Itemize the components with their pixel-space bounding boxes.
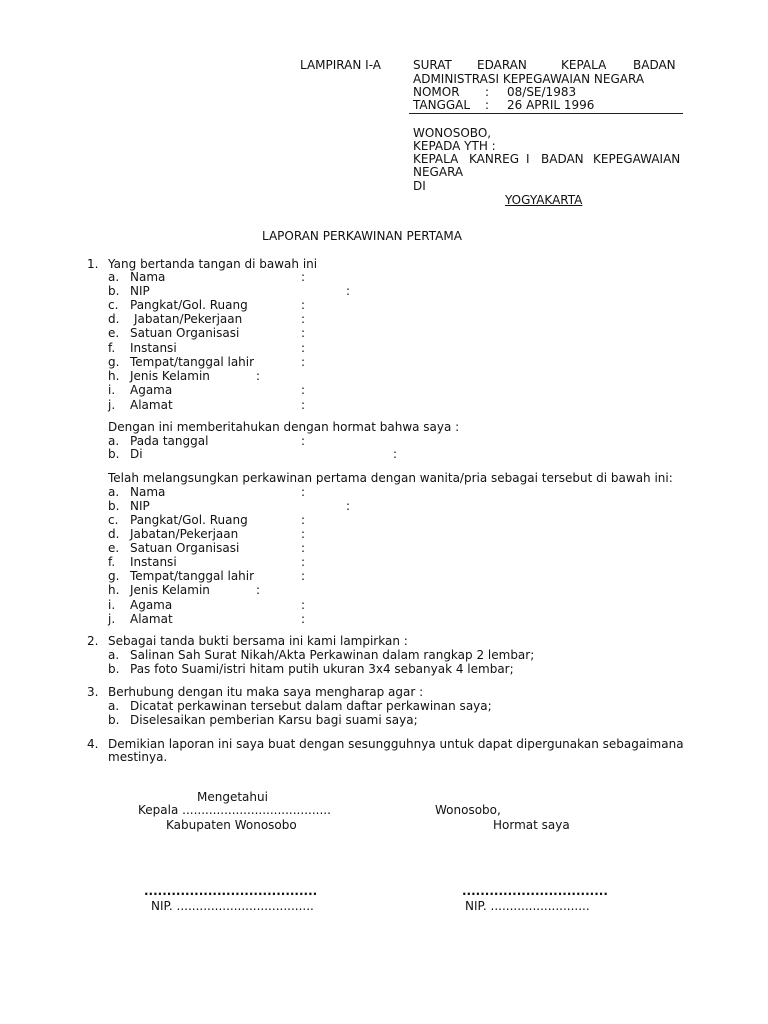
section-text: Demikian laporan ini saya buat dengan sesungguhnya untuk dapat dipergunakan sebagaimana	[108, 737, 684, 751]
addressee-word: KEPALA	[413, 152, 459, 166]
field-colon: :	[301, 598, 306, 612]
field-letter: c.	[108, 298, 119, 312]
field-label: Di	[130, 447, 143, 461]
left-signature-line: ......................................	[144, 884, 318, 898]
addressee-di: DI	[413, 179, 426, 193]
field-letter: f.	[108, 341, 116, 355]
head-line: Kepala .......................................	[138, 803, 331, 817]
regards-label: Hormat saya	[493, 818, 570, 832]
field-letter: b.	[108, 499, 120, 513]
field-label: Instansi	[130, 555, 177, 569]
field-colon: :	[301, 485, 306, 499]
field-letter: b.	[108, 447, 120, 461]
item-letter: b.	[108, 713, 120, 727]
field-letter: a.	[108, 485, 120, 499]
field-label: Pangkat/Gol. Ruang	[130, 513, 248, 527]
item-text: Salinan Sah Surat Nikah/Akta Perkawinan dalam rangkap 2 lembar;	[130, 648, 535, 662]
section-text: Berhubung dengan itu maka saya mengharap agar :	[108, 685, 424, 699]
circular-title-line2: ADMINISTRASI KEPEGAWAIAN NEGARA	[413, 72, 645, 86]
item-letter: a.	[108, 699, 120, 713]
circular-title-word: KEPALA	[561, 58, 607, 72]
field-colon: :	[346, 499, 351, 513]
field-colon: :	[301, 270, 306, 284]
field-letter: j.	[108, 612, 116, 626]
regency-label: Kabupaten Wonosobo	[166, 818, 297, 832]
field-letter: d.	[108, 312, 120, 326]
married-text: Telah melangsungkan perkawinan pertama dengan wanita/pria sebagai tersebut di bawah ini:	[108, 471, 673, 485]
field-label: Agama	[130, 383, 173, 397]
circular-title-word: BADAN	[633, 58, 676, 72]
field-colon: :	[301, 434, 306, 448]
field-colon: :	[301, 355, 306, 369]
section-number: 1.	[87, 257, 99, 271]
field-letter: j.	[108, 398, 116, 412]
field-letter: i.	[108, 383, 116, 397]
item-letter: a.	[108, 648, 120, 662]
date-colon: :	[485, 98, 490, 112]
field-label: Satuan Organisasi	[130, 541, 240, 555]
field-letter: e.	[108, 326, 120, 340]
field-label: Jenis Kelamin	[130, 369, 210, 383]
field-colon: :	[301, 326, 306, 340]
field-letter: h.	[108, 369, 120, 383]
number-colon: :	[485, 85, 490, 99]
item-text: Diselesaikan pemberian Karsu bagi suami saya;	[130, 713, 418, 727]
item-letter: b.	[108, 662, 120, 676]
signature-city: Wonosobo,	[435, 803, 501, 817]
header-divider	[409, 113, 683, 114]
field-label: Pangkat/Gol. Ruang	[130, 298, 248, 312]
field-colon: :	[301, 541, 306, 555]
field-letter: d.	[108, 527, 120, 541]
field-label: Jabatan/Pekerjaan	[130, 527, 239, 541]
field-colon: :	[301, 513, 306, 527]
field-colon: :	[301, 398, 306, 412]
field-colon: :	[393, 447, 398, 461]
field-label: Alamat	[130, 398, 173, 412]
field-label: Agama	[130, 598, 173, 612]
field-label: Tempat/tanggal lahir	[130, 355, 255, 369]
field-colon: :	[346, 284, 351, 298]
field-colon: :	[256, 583, 261, 597]
field-label: NIP	[130, 499, 150, 513]
addressee-word: I	[526, 152, 530, 166]
field-label: Instansi	[130, 341, 177, 355]
field-letter: g.	[108, 569, 120, 583]
field-colon: :	[301, 298, 306, 312]
field-label: Jenis Kelamin	[130, 583, 210, 597]
field-label: Jabatan/Pekerjaan	[134, 312, 243, 326]
date-value: 26 APRIL 1996	[507, 98, 595, 112]
field-letter: h.	[108, 583, 120, 597]
section-text: Sebagai tanda bukti bersama ini kami lampirkan :	[108, 634, 408, 648]
field-letter: c.	[108, 513, 119, 527]
document-title: LAPORAN PERKAWINAN PERTAMA	[262, 229, 462, 243]
field-letter: i.	[108, 598, 116, 612]
field-letter: a.	[108, 434, 120, 448]
section-number: 4.	[87, 737, 99, 751]
field-colon: :	[301, 312, 306, 326]
section-text: Yang bertanda tangan di bawah ini	[108, 257, 318, 271]
item-text: Dicatat perkawinan tersebut dalam daftar perkawinan saya;	[130, 699, 492, 713]
section-number: 3.	[87, 685, 99, 699]
field-label: Pada tanggal	[130, 434, 209, 448]
field-letter: g.	[108, 355, 120, 369]
circular-title-word: SURAT	[413, 58, 452, 72]
section-text-cont: mestinya.	[108, 750, 168, 764]
right-signature-line: ................................	[462, 884, 608, 898]
section-number: 2.	[87, 634, 99, 648]
left-nip: NIP. ....................................	[151, 899, 314, 913]
field-colon: :	[256, 369, 261, 383]
date-label: TANGGAL	[413, 98, 471, 112]
field-colon: :	[301, 612, 306, 626]
field-colon: :	[301, 527, 306, 541]
field-label: NIP	[130, 284, 150, 298]
number-value: 08/SE/1983	[507, 85, 577, 99]
addressee-word: KANREG	[469, 152, 520, 166]
field-letter: e.	[108, 541, 120, 555]
circular-title-word: EDARAN	[477, 58, 527, 72]
attachment-label: LAMPIRAN I-A	[300, 58, 381, 72]
field-colon: :	[301, 383, 306, 397]
addressee-greeting: KEPADA YTH :	[413, 139, 496, 153]
field-label: Nama	[130, 270, 166, 284]
addressee-destination: YOGYAKARTA	[505, 193, 583, 207]
field-label: Satuan Organisasi	[130, 326, 240, 340]
field-label: Nama	[130, 485, 166, 499]
field-colon: :	[301, 569, 306, 583]
right-nip: NIP. ..........................	[465, 899, 590, 913]
field-letter: b.	[108, 284, 120, 298]
item-text: Pas foto Suami/istri hitam putih ukuran 3x4 sebanyak 4 lembar;	[130, 662, 514, 676]
sender-city: WONOSOBO,	[413, 126, 492, 140]
number-label: NOMOR	[413, 85, 460, 99]
acknowledged-label: Mengetahui	[197, 790, 268, 804]
field-label: Tempat/tanggal lahir	[130, 569, 255, 583]
addressee-word: KEPEGAWAIAN	[593, 152, 681, 166]
field-colon: :	[301, 555, 306, 569]
field-letter: f.	[108, 555, 116, 569]
addressee-word: BADAN	[541, 152, 584, 166]
field-letter: a.	[108, 270, 120, 284]
field-colon: :	[301, 341, 306, 355]
field-label: Alamat	[130, 612, 173, 626]
addressee-line4: NEGARA	[413, 165, 464, 179]
notify-text: Dengan ini memberitahukan dengan hormat bahwa saya :	[108, 420, 460, 434]
